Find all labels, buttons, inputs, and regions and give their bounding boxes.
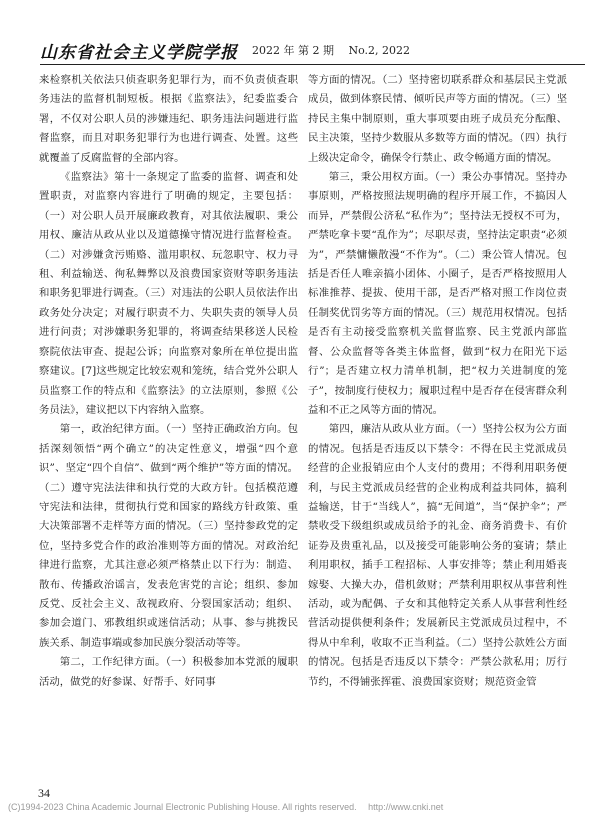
paragraph: 第四，廉洁从政从业方面。（一）坚持公权为公方面的情况。包括是否违反以下禁令：不得在民主党派成员经营的企业报销应由个人支付的费用；不得利用职务便利，与民主党派成员经营的企业构成利益共同体，搞利益输送，甘于“当线人”，搞“无间道”，当“保护伞”；严禁收受下级组织或成员给予的礼金、商务消费卡、有价证券及贵重礼品，以及接受可能影响公务的宴请；禁止利用职权，插手工程招标、人事安排等；禁止利用婚丧嫁娶、大操大办，借机敛财；严禁利用职权从事营利性活动，或为配偶、子女和其他特定关系人从事营利性经营活动提供便利条件；发展新民主党派成员过程中，不得从中牟利，收取不正当利益。（二）坚持公款姓公方面的情况。包括是否违反以下禁令：严禁公款私用；厉行节约，不得铺张挥霍、浪费国家资财；规范资金管 [308, 423, 567, 688]
paragraph: 第二，工作纪律方面。（一）积极参加本党派的履职活动，做党的好参谋、好帮手、好同事 [39, 656, 298, 688]
paragraph: 《监察法》第十一条规定了监委的监督、调查和处置职责，对监察内容进行了明确的规定，主要包括：（一）对公职人员开展廉政教育，对其依法履职、秉公用权、廉洁从政从业以及道德操守情况进行监督检查。（二）对涉嫌贪污贿赂、滥用职权、玩忽职守、权力寻租、利益输送、徇私舞弊以及浪费国家资财等职务违法和职务犯罪进行调查。（三）对违法的公职人员依法作出政务处分决定；对履行职责不力、失职失责的领导人员进行问责；对涉嫌职务犯罪的，将调查结果移送人民检察院依法审查、提起公诉；向监察对象所在单位提出监察建议。[7]这些规定比较宏观和笼统，结合党外公职人员监察工作的特点和《监察法》的立法原则，参照《公务员法》，建议把以下内容纳入监察。 [39, 171, 298, 416]
journal-title: 山东省社会主义学院学报 [40, 42, 238, 63]
right-column [308, 71, 567, 771]
paragraph: 来检察机关依法只侦查职务犯罪行为，而不负责侦查职务违法的监督机制短板。根据《监察法》，纪委监委合署，不仅对公职人员的涉嫌违纪、职务违法问题进行监督监察，而且对职务犯罪行为也进行调查、处置。这些就覆盖了反腐监督的全部内容。 [39, 74, 298, 164]
running-header [40, 38, 585, 62]
page-number: 34 [38, 786, 50, 800]
copyright-notice [8, 800, 608, 813]
left-column [39, 71, 298, 771]
issue-info: 2022 年 第 2 期 No.2, 2022 [252, 44, 411, 57]
header-divider [40, 64, 585, 65]
copyright-text: (C)1994-2023 China Academic Journal Electronic Publishing House. All rights reserved. http://www.cnki.net [8, 802, 444, 812]
paragraph: 等方面的情况。（二）坚持密切联系群众和基层民主党派成员，做到体察民情、倾听民声等方面的情况。（三）坚持民主集中制原则，重大事项要由班子成员充分酝酿、民主决策，坚持少数服从多数等方面的情况。（四）执行上级决定命令，确保令行禁止、政令畅通方面的情况。 [308, 74, 567, 164]
paragraph: 第三，秉公用权方面。（一）秉公办事情况。坚持办事原则，严格按照法规明确的程序开展工作，不搞因人而异，严禁假公济私“私作为”；坚持法无授权不可为，严禁吃拿卡要“乱作为”；尽职尽责，坚持法定职责“必须为”，严禁慵懒散漫“不作为”。（二）秉公管人情况。包括是否任人唯亲搞小团体、小圈子，是否严格按照用人标准推荐、提拔、使用干部，是否严格对照工作岗位责任制奖优罚劣等方面的情况。（三）规范用权情况。包括是否有主动接受监察机关监督监察、民主党派内部监督、公众监督等各类主体监督，做到“权力在阳光下运行”；是否建立权力清单机制，把“权力关进制度的笼子”，按制度行使权力；履职过程中是否存在侵害群众利益和不正之风等方面的情况。 [308, 171, 567, 416]
paragraph: 第一，政治纪律方面。（一）坚持正确政治方向。包括深刻领悟“两个确立”的决定性意义，增强“四个意识”、坚定“四个自信”、做到“两个维护”等方面的情况。（二）遵守宪法法律和执行党的大政方针。包括模范遵守宪法和法律，贯彻执行党和国家的路线方针政策、重大决策部署不走样等方面的情况。（三）坚持参政党的定位，坚持多党合作的政治准则等方面的情况。对政治纪律进行监察，尤其注意必须严格禁止以下行为：制造、散布、传播政治谣言，发表危害党的言论；组织、参加反党、反社会主义、敌视政府、分裂国家活动；组织、参加会道门、邪教组织或迷信活动；从事、参与挑拨民族关系、制造事端或参加民族分裂活动等等。 [39, 423, 298, 649]
